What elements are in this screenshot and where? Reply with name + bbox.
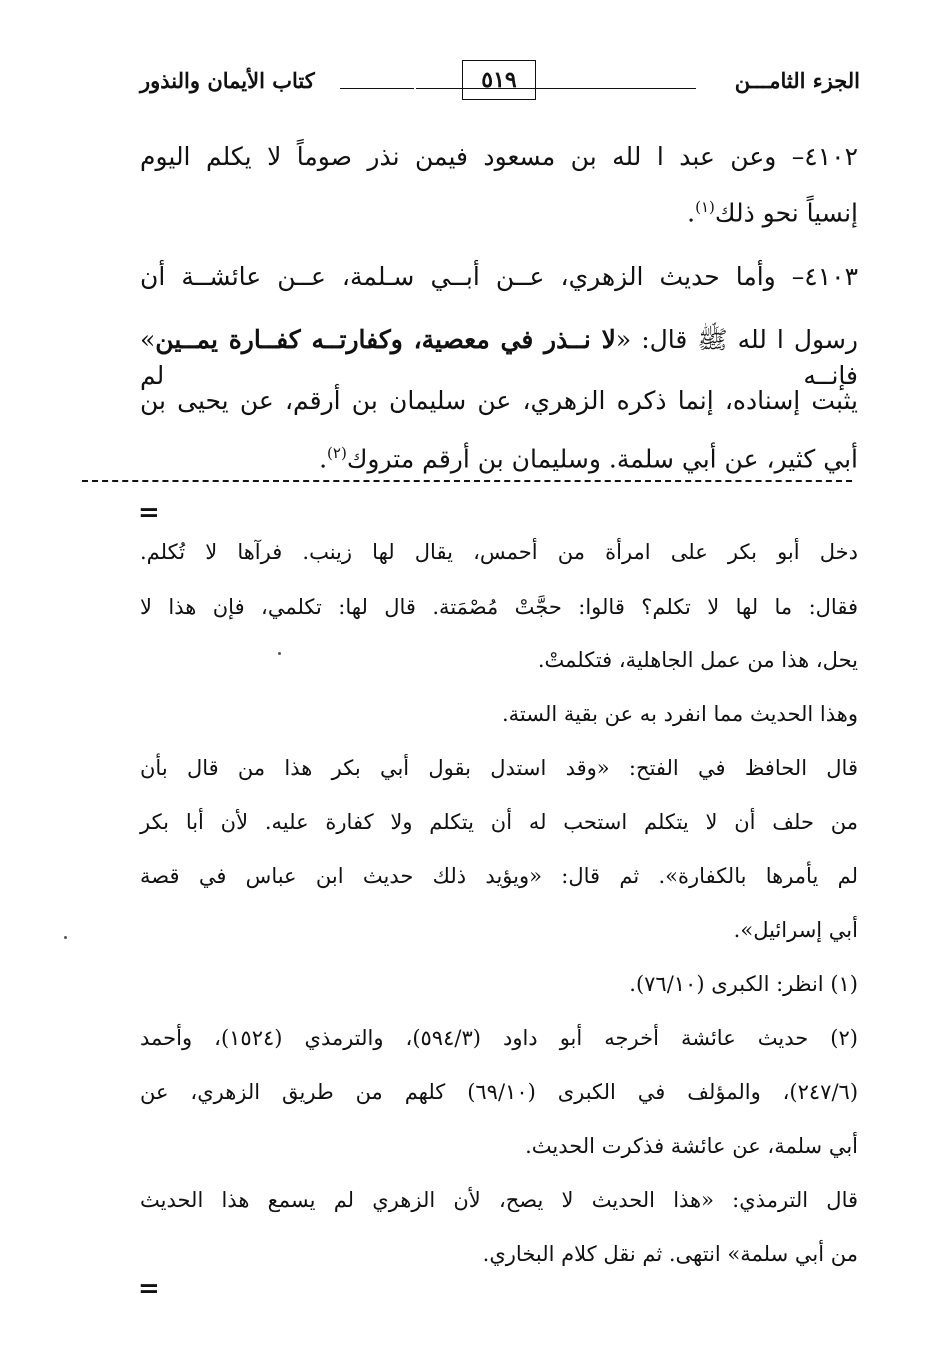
footnote-ref-2: (٢): [327, 444, 347, 462]
footnote-1: (١) انظر: الكبرى (٧٦/١٠).: [629, 972, 858, 996]
main-line-3: ٤١٠٣– وأما حديث الزهري، عــن أبــي سـلمة، عــن عائشــة أن: [140, 262, 858, 291]
main-line-5: يثبت إسناده، إنما ذكره الزهري، عن سليمان بن أرقم، عن يحيى بن: [140, 386, 858, 415]
main-line-2-text: إنسياً نحو ذلك: [714, 198, 858, 228]
footnote-2-line-1: (٢) حديث عائشة أخرجه أبو داود (٥٩٤/٣)، والترمذي (١٥٢٤)، وأحمد: [140, 1026, 858, 1050]
footnote-ref-1: (١): [695, 198, 715, 216]
footnote-2-line-2: (٢٤٧/٦)، والمؤلف في الكبرى (٦٩/١٠) كلهم من طريق الزهري، عن: [140, 1080, 859, 1104]
note-line-3: يحل، هذا من عمل الجاهلية، فتكلمتْ.: [537, 648, 858, 672]
continuation-mark-bottom: =: [138, 1274, 160, 1304]
main-line-4-a: رسول ا لله ﷺ قال: «: [615, 325, 858, 354]
page-number: ٥١٩: [462, 60, 536, 100]
footnote-2-line-5: من أبي سلمة» انتهى. ثم نقل كلام البخاري.: [482, 1242, 858, 1266]
scan-speck: [64, 936, 67, 939]
main-line-4: [140, 324, 858, 390]
note-line-4: وهذا الحديث مما انفرد به عن بقية الستة.: [501, 702, 858, 726]
main-line-6: أبي كثير، عن أبي سلمة. وسليمان بن أرقم متروك$^{(٢)}$.: [319, 444, 858, 474]
scan-speck: [278, 652, 281, 655]
main-line-2: إنسياً نحو ذلك$^{(١)}$.: [687, 198, 858, 228]
footnote-2-line-3: أبي سلمة، عن عائشة فذكرت الحديث.: [525, 1134, 858, 1158]
note-line-2: فقال: ما لها لا تكلم؟ قالوا: حجَّتْ مُصْمَتة. قال لها: تكلمي، فإن هذا لا: [140, 595, 858, 619]
hadith-quote: لا نــذر في معصية، وكفارتــه كفــارة يمــين: [155, 325, 616, 354]
page-header: [140, 60, 860, 110]
note-line-1: دخل أبو بكر على امرأة من أحمس، يقال لها زينب. فرآها لا تُكلم.: [140, 540, 858, 564]
main-line-4-c: » فإنــه لم: [140, 325, 858, 390]
header-rule-right: [416, 88, 696, 89]
footnote-separator: [82, 480, 852, 482]
main-line-1: ٤١٠٢– وعن عبد ا لله بن مسعود فيمن نذر صوماً لا يكلم اليوم: [140, 142, 858, 171]
header-book-title: كتاب الأيمان والنذور: [140, 68, 315, 93]
note-line-5: قال الحافظ في الفتح: «وقد استدل بقول أبي بكر هذا من قال بأن: [140, 756, 858, 780]
main-line-6-text: أبي كثير، عن أبي سلمة. وسليمان بن أرقم متروك: [346, 444, 858, 474]
note-line-7: لم يأمرها بالكفارة». ثم قال: «ويؤيد ذلك حديث ابن عباس في قصة: [140, 864, 858, 888]
header-part: الجزء الثامـــن: [734, 68, 860, 93]
note-line-8: أبي إسرائيل».: [733, 918, 858, 942]
continuation-mark-top: =: [138, 498, 160, 528]
note-line-6: من حلف أن لا يتكلم استحب له أن يتكلم ولا كفارة عليه. لأن أبا بكر: [140, 810, 858, 834]
footnote-2-line-4: قال الترمذي: «هذا الحديث لا يصح، لأن الزهري لم يسمع هذا الحديث: [140, 1188, 859, 1212]
header-rule-left: [340, 88, 414, 89]
